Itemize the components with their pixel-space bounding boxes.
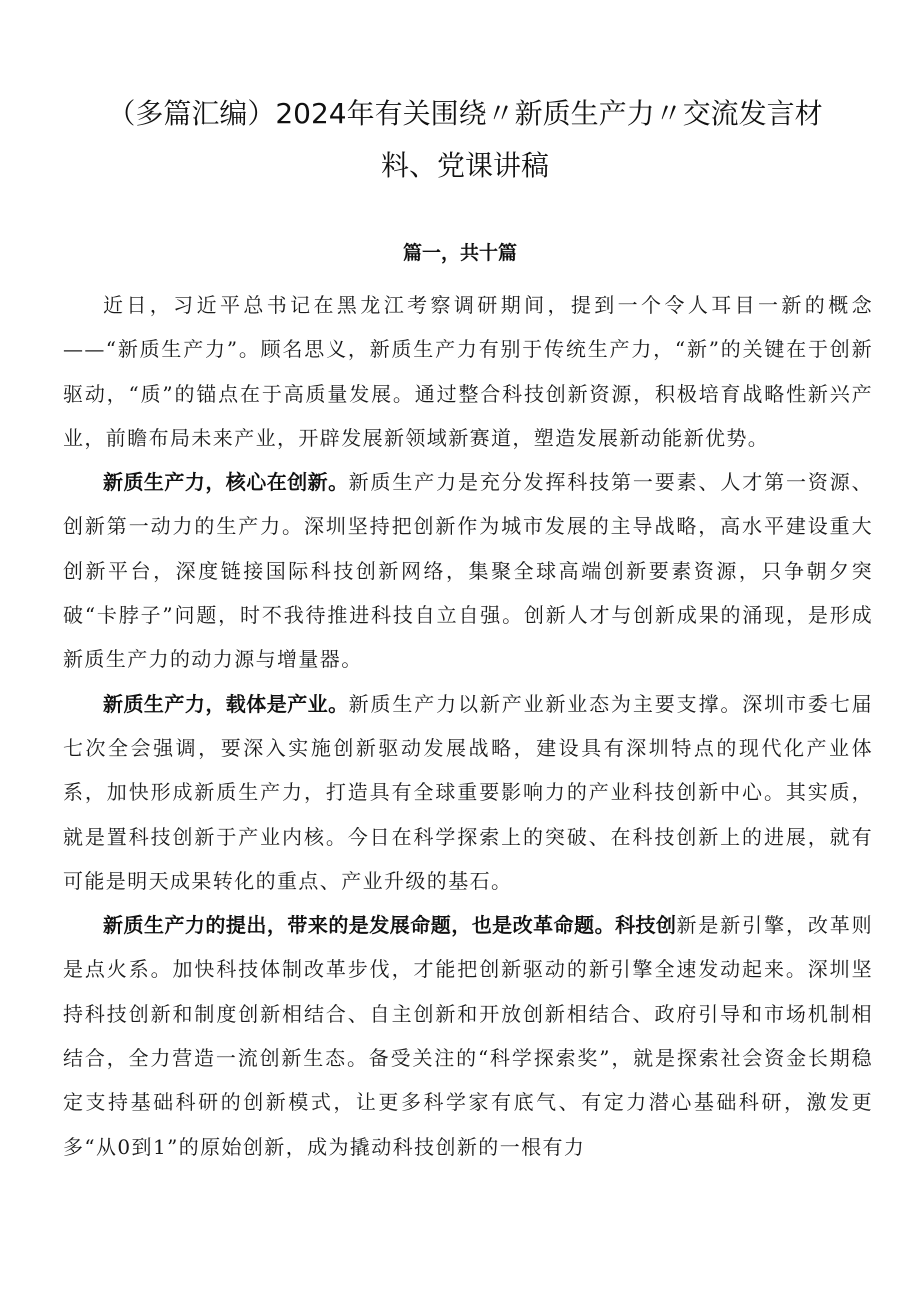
paragraph-2 [63, 460, 873, 681]
document-title: （多篇汇编）2024年有关围绕〃新质生产力〃交流发言材料、党课讲稿 [107, 97, 823, 182]
paragraph-4-text: 新是新引擎，改革则是点火系。加快科技体制改革步伐，才能把创新驱动的新引擎全速发动起来。深圳坚持科技创新和制度创新相结合、自主创新和开放创新相结合、政府引导和市场机制相结合，全力营造一流创新生态。备受关注的“科学探索奖”，就是探索社会资金长期稳定支持基础科研的创新模式，让更多科学家有底气、有定力潜心基础科研，激发更多“从0到1”的原始创新，成为撬动科技创新的一根有力 [63, 913, 873, 1159]
paragraph-3-text: 新质生产力以新产业新业态为主要支撑。深圳市委七届七次全会强调，要深入实施创新驱动发展战略，建设具有深圳特点的现代化产业体系，加快形成新质生产力，打造具有全球重要影响力的产业科技创新中心。其实质，就是置科技创新于产业内核。今日在科学探索上的突破、在科技创新上的进展，就有可能是明天成果转化的重点、产业升级的基石。 [63, 691, 873, 893]
document-body [63, 283, 873, 1169]
paragraph-3-lead: 新质生产力，载体是产业。 [103, 691, 349, 716]
paragraph-3 [63, 682, 873, 903]
paragraph-1 [63, 283, 873, 460]
section-heading: 篇一，共十篇 [402, 242, 517, 264]
paragraph-4-lead: 新质生产力的提出，带来的是发展命题，也是改革命题。科技创 [103, 913, 677, 938]
paragraph-2-lead: 新质生产力，核心在创新。 [103, 470, 349, 495]
paragraph-1-text: 近日，习近平总书记在黑龙江考察调研期间，提到一个令人耳目一新的概念——“新质生产力”。顾名思义，新质生产力有别于传统生产力，“新”的关键在于创新驱动，“质”的锚点在于高质量发展。通过整合科技创新资源，积极培育战略性新兴产业，前瞻布局未来产业，开辟发展新领域新赛道，塑造发展新动能新优势。 [63, 293, 873, 450]
paragraph-4 [63, 903, 873, 1169]
paragraph-2-text: 新质生产力是充分发挥科技第一要素、人才第一资源、创新第一动力的生产力。深圳坚持把创新作为城市发展的主导战略，高水平建设重大创新平台，深度链接国际科技创新网络，集聚全球高端创新要素资源，只争朝夕突破“卡脖子”问题，时不我待推进科技自立自强。创新人才与创新成果的涌现，是形成新质生产力的动力源与增量器。 [63, 470, 873, 672]
